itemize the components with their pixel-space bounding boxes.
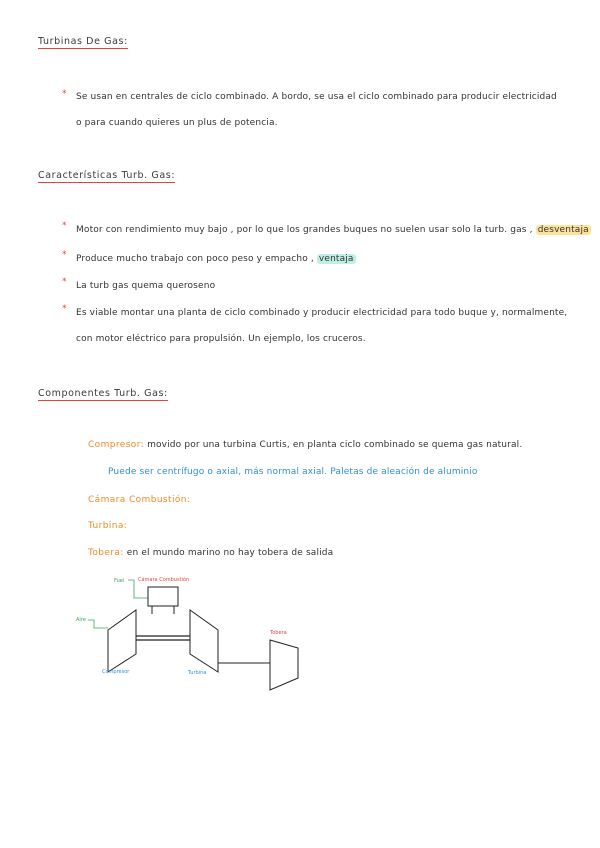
intro-line-1: Se usan en centrales de ciclo combinado. A bordo, se usa el ciclo combinado para producir electricidad (76, 92, 557, 102)
desventaja-tag: desventaja (537, 225, 589, 235)
tobera-label: Tobera (270, 630, 287, 636)
tobera-text: en el mundo marino no hay tobera de salida (126, 548, 334, 558)
heading-componentes: Componentes Turb. Gas: (38, 388, 168, 399)
compresor-title: Compresor: (88, 440, 145, 450)
fuel-label: Fuel (114, 578, 125, 584)
turbine-shape (190, 610, 218, 672)
heading-turbinas-de-gas: Turbinas De Gas: (38, 36, 128, 47)
compresor-note: Puede ser centrífugo o axial, más normal axial. Paletas de aleación de aluminio (108, 467, 478, 477)
tobera-title: Tobera: (88, 548, 124, 558)
caract-item-2-text: Produce mucho trabajo con poco peso y empacho , (76, 254, 314, 264)
compressor-shape (108, 610, 136, 672)
bullet-marker: * (62, 250, 67, 260)
ventaja-tag: ventaja (318, 254, 354, 264)
bullet-marker: * (62, 221, 67, 231)
bullet-marker: * (62, 277, 67, 287)
bullet-marker: * (62, 304, 67, 314)
compresor-line (88, 440, 522, 450)
caract-item-1 (76, 225, 591, 235)
aire-label: Aire (76, 617, 86, 623)
heading-caracteristicas: Características Turb. Gas: (38, 170, 176, 181)
camara-label: Cámara Combustión (138, 577, 190, 583)
combustion-chamber (148, 587, 178, 606)
caract-item-2 (76, 254, 356, 264)
tobera-line (88, 548, 333, 558)
caract-item-4-line-1: Es viable montar una planta de ciclo combinado y producir electricidad para todo buque y, normalmente, (76, 308, 568, 318)
nozzle-shape (270, 640, 298, 690)
caract-item-1-text: Motor con rendimiento muy bajo , por lo que los grandes buques no suelen usar solo la turb. gas , (76, 225, 533, 235)
compresor-text: movido por una turbina Curtis, en planta ciclo combinado se quema gas natural. (147, 440, 523, 450)
turbina-label: Turbina (188, 670, 207, 676)
gas-turbine-diagram (70, 570, 310, 695)
turbina-title: Turbina: (88, 521, 128, 531)
caract-item-4-line-2: con motor eléctrico para propulsión. Un ejemplo, los cruceros. (76, 334, 366, 344)
compresor-label: Compresor (102, 669, 130, 675)
aire-line (88, 620, 108, 628)
intro-line-2: o para cuando quieres un plus de potencia. (76, 118, 278, 128)
camara-title: Cámara Combustión: (88, 495, 191, 505)
caract-item-3: La turb gas quema queroseno (76, 281, 216, 291)
bullet-marker: * (62, 89, 67, 99)
